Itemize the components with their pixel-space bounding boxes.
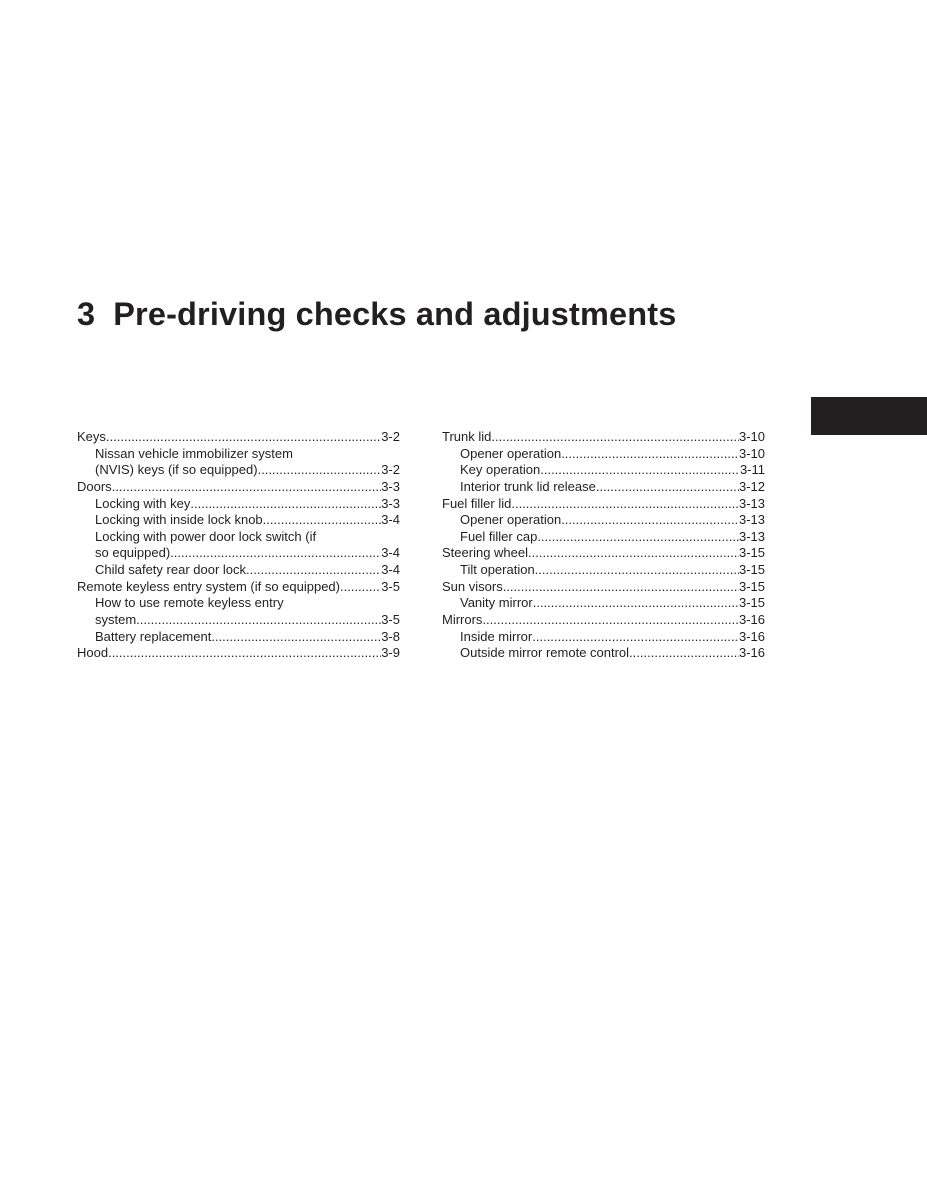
- toc-entry-label: Fuel filler lid: [442, 495, 512, 511]
- toc-page-number: 3-4: [381, 512, 400, 528]
- toc-entry[interactable]: [77, 529, 400, 546]
- toc-dot-leader: [136, 612, 381, 629]
- toc-page-number: 3-12: [738, 478, 765, 494]
- toc-entry[interactable]: [442, 629, 765, 646]
- toc-dot-leader: [533, 595, 739, 612]
- toc-page-number: 3-2: [381, 429, 400, 444]
- toc-entry[interactable]: [442, 545, 765, 562]
- toc-dot-leader: [629, 645, 739, 662]
- toc-page-number: 3-15: [738, 545, 765, 561]
- toc-entry-label: How to use remote keyless entry: [95, 595, 284, 611]
- toc-dot-leader: [561, 512, 739, 529]
- toc-entry-label: so equipped): [95, 545, 171, 561]
- toc-entry[interactable]: [77, 595, 400, 612]
- toc-page-number: 3-15: [738, 578, 765, 594]
- toc-entry-label: Hood: [77, 645, 109, 661]
- toc-dot-leader: [561, 446, 739, 463]
- toc-page-number: 3-5: [381, 578, 400, 594]
- toc-entry[interactable]: [442, 579, 765, 596]
- toc-page-number: 3-10: [738, 445, 765, 461]
- toc-page-number: 3-15: [738, 562, 765, 578]
- toc-dot-leader: [263, 512, 382, 529]
- toc-entry[interactable]: [77, 629, 400, 646]
- toc-entry-label: Trunk lid: [442, 429, 492, 444]
- toc-page-number: 3-2: [381, 462, 400, 478]
- toc-entry[interactable]: [77, 496, 400, 513]
- toc-dot-leader: [596, 479, 739, 496]
- toc-left-column: [77, 429, 400, 662]
- toc-page-number: 3-16: [738, 645, 765, 661]
- toc-dot-leader: [112, 479, 382, 496]
- chapter-title-text: Pre-driving checks and adjustments: [113, 296, 677, 332]
- toc-page-number: 3-10: [738, 429, 765, 444]
- toc-page-number: 3-16: [738, 628, 765, 644]
- toc-entry-label: Nissan vehicle immobilizer system: [95, 445, 293, 461]
- toc-entry[interactable]: [77, 612, 400, 629]
- toc-dot-leader: [106, 429, 381, 446]
- toc-entry[interactable]: [77, 545, 400, 562]
- toc-entry-label: Keys: [77, 429, 106, 444]
- toc-dot-leader: [511, 496, 739, 513]
- toc-entry-label: Locking with power door lock switch (if: [95, 528, 317, 544]
- toc-page-number: 3-3: [381, 478, 400, 494]
- toc-entry[interactable]: [442, 529, 765, 546]
- toc-entry[interactable]: [442, 496, 765, 513]
- toc-entry[interactable]: [77, 479, 400, 496]
- toc-page-number: 3-3: [381, 495, 400, 511]
- toc-dot-leader: [190, 496, 381, 513]
- toc-entry[interactable]: [442, 429, 765, 446]
- toc-dot-leader: [170, 545, 381, 562]
- toc-page-number: 3-4: [381, 562, 400, 578]
- toc-entry-label: Mirrors: [442, 612, 483, 628]
- toc-entry-label: Vanity mirror: [460, 595, 533, 611]
- toc-page-number: 3-11: [739, 462, 765, 478]
- toc-entry-label: (NVIS) keys (if so equipped): [95, 462, 258, 478]
- toc-page-number: 3-13: [738, 495, 765, 511]
- toc-entry[interactable]: [442, 645, 765, 662]
- toc-entry-label: Doors: [77, 478, 112, 494]
- toc-page-number: 3-13: [738, 528, 765, 544]
- toc-entry[interactable]: [442, 479, 765, 496]
- toc-entry[interactable]: [77, 562, 400, 579]
- toc-entry[interactable]: [77, 512, 400, 529]
- toc-right-column: [442, 429, 765, 662]
- toc-entry-label: Tilt operation: [460, 562, 535, 578]
- toc-dot-leader: [503, 579, 739, 596]
- toc-dot-leader: [482, 612, 739, 629]
- toc-entry-label: Interior trunk lid release: [460, 478, 596, 494]
- toc-dot-leader: [540, 462, 740, 479]
- toc-entry[interactable]: [442, 595, 765, 612]
- toc-entry[interactable]: [77, 462, 400, 479]
- toc-entry[interactable]: [77, 446, 400, 463]
- toc-page-number: 3-4: [381, 545, 400, 561]
- toc-entry-label: Locking with key: [95, 495, 191, 511]
- toc-entry-label: Outside mirror remote control: [460, 645, 630, 661]
- toc-dot-leader: [532, 629, 739, 646]
- chapter-number: 3: [77, 296, 96, 332]
- toc-entry-label: Inside mirror: [460, 628, 533, 644]
- toc-dot-leader: [340, 579, 381, 596]
- toc-entry[interactable]: [442, 462, 765, 479]
- toc-entry-label: Locking with inside lock knob: [95, 512, 263, 528]
- toc-entry-label: system: [95, 612, 137, 628]
- toc-entry-label: Sun visors: [442, 578, 503, 594]
- toc-page-number: 3-13: [738, 512, 765, 528]
- toc-entry[interactable]: [442, 562, 765, 579]
- toc-entry[interactable]: [442, 512, 765, 529]
- toc-entry-label: Battery replacement: [95, 628, 212, 644]
- toc-entry-label: Opener operation: [460, 512, 562, 528]
- toc-page-number: 3-5: [381, 612, 400, 628]
- toc-dot-leader: [528, 545, 739, 562]
- toc-entry[interactable]: [77, 579, 400, 596]
- toc-dot-leader: [246, 562, 381, 579]
- toc-entry[interactable]: [77, 645, 400, 662]
- toc-dot-leader: [258, 462, 382, 479]
- toc-entry-label: Child safety rear door lock: [95, 562, 247, 578]
- chapter-title: [77, 296, 676, 333]
- toc-dot-leader: [108, 645, 381, 662]
- toc-entry-label: Fuel filler cap: [460, 528, 538, 544]
- chapter-tab-marker: [811, 397, 927, 435]
- toc-entry-label: Steering wheel: [442, 545, 528, 561]
- toc-page-number: 3-9: [381, 645, 400, 661]
- toc-dot-leader: [211, 629, 381, 646]
- toc-dot-leader: [537, 529, 739, 546]
- toc-entry[interactable]: [442, 612, 765, 629]
- toc-entry[interactable]: [77, 429, 400, 446]
- toc-entry-label: Remote keyless entry system (if so equipped): [77, 578, 340, 594]
- toc-page-number: 3-15: [738, 595, 765, 611]
- toc-entry-label: Opener operation: [460, 445, 562, 461]
- toc-dot-leader: [535, 562, 739, 579]
- toc-entry-label: Key operation: [460, 462, 541, 478]
- toc-dot-leader: [491, 429, 739, 446]
- toc-page-number: 3-16: [738, 612, 765, 628]
- toc-entry[interactable]: [442, 446, 765, 463]
- toc-page-number: 3-8: [381, 628, 400, 644]
